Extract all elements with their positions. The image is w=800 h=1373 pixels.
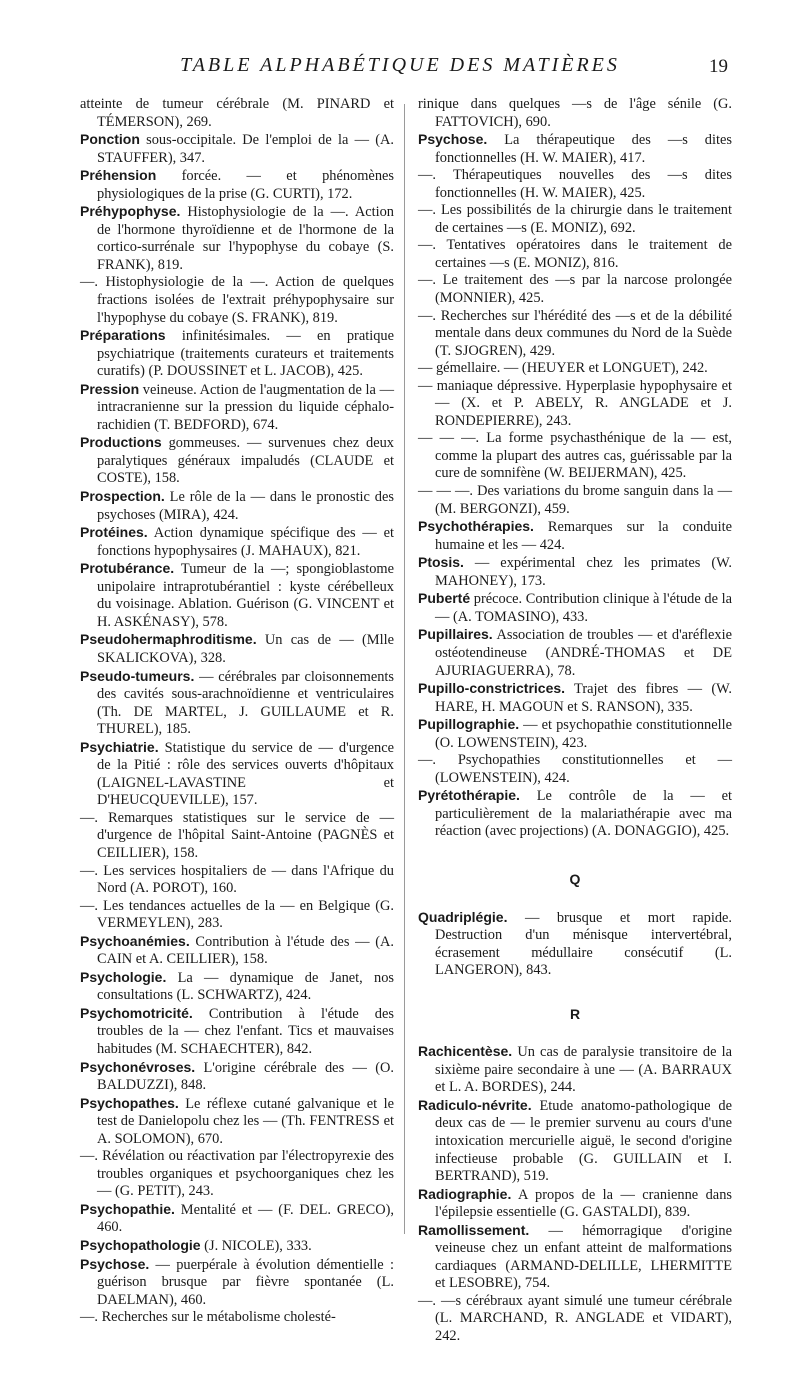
index-entry [80, 203, 394, 274]
index-entry [80, 381, 394, 435]
index-entry [80, 488, 394, 524]
entry-headword: Radiculo-névrite. [418, 1096, 532, 1113]
entry-headword: Psychiatrie. [80, 738, 159, 755]
entry-text: — brusque et mort rapide. Destruction d'un ménisque intervertébral, écrasement médullaire consécutif (L. LANGERON), 843. [435, 909, 732, 979]
entry-text: —. Les possibilités de la chirurgie dans le traitement de certaines —s (E. MONIZ), 692. [418, 202, 732, 236]
index-entry [418, 167, 732, 202]
q-entries [418, 909, 732, 980]
entry-headword: Productions [80, 434, 162, 451]
entry-text: —. Thérapeutiques nouvelles des —s dites fonctionnelles (H. W. MAIER), 425. [418, 167, 732, 201]
entry-headword: Psychopathologie [80, 1237, 201, 1253]
entry-headword: Rachicentèse. [418, 1043, 513, 1060]
entry-headword: Pseudo-tumeurs. [80, 667, 195, 684]
entry-text: rinique dans quelques —s de l'âge sénile (G. FATTOVICH), 690. [418, 96, 732, 130]
entry-text: Le rôle de la — dans le pronostic des psychoses (MIRA), 424. [97, 489, 394, 523]
index-entry [418, 237, 732, 272]
index-entry [80, 863, 394, 898]
entry-text: forcée. — et phénomènes physiologiques de la prise (G. CURTI), 172. [97, 168, 394, 202]
index-entry [80, 933, 394, 969]
entry-headword: Protubérance. [80, 560, 175, 577]
index-entry [80, 1201, 394, 1237]
entry-text: précoce. Contribution clinique à l'étude de la — (A. TOMASINO), 433. [435, 591, 732, 625]
index-entry [418, 554, 732, 590]
entry-headword: Psychoanémies. [80, 932, 190, 949]
entry-headword: Puberté [418, 590, 471, 607]
entry-text: —. Tentatives opératoires dans le traitement de certaines —s (E. MONIZ), 816. [418, 237, 732, 271]
index-entry [418, 430, 732, 483]
entry-text: —. Les tendances actuelles de la — en Belgique (G. VERMEYLEN), 283. [80, 897, 394, 932]
entry-text: —. Histophysiologie de la —. Action de quelques fractions isolées de l'extrait préhypophysaire sur l'hypophyse du cobaye (S. FRANK), 819. [80, 274, 394, 326]
entry-headword: Psychomotricité. [80, 1004, 193, 1021]
entry-text: Contribution à l'étude des — (A. CAIN et A. CEILLIER), 158. [97, 933, 394, 968]
index-entry [418, 680, 732, 716]
entry-text: Mentalité et — (F. DEL. GRECO), 460. [97, 1201, 394, 1236]
entry-headword: Pupillographie. [418, 716, 520, 733]
entry-text: Trajet des fibres — (W. HARE, H. MAGOUN et S. RANSON), 335. [435, 681, 732, 715]
entry-headword: Psychopathie. [80, 1200, 175, 1217]
entry-headword: Psychose. [418, 131, 488, 148]
index-entry [80, 898, 394, 933]
entry-headword: Protéines. [80, 524, 148, 541]
right-column [418, 96, 732, 1346]
entry-headword: Psychopathes. [80, 1094, 179, 1111]
entry-text: L'origine cérébrale des — (O. BALDUZZI), 848. [97, 1059, 394, 1094]
entry-text: sous-occipitale. De l'emploi de la — (A. STAUFFER), 347. [97, 132, 394, 166]
r-entries [418, 1043, 732, 1345]
p-entries [418, 96, 732, 841]
entry-headword: Prospection. [80, 488, 165, 505]
entry-headword: Psychologie. [80, 968, 167, 985]
entry-text: (J. NICOLE), 333. [200, 1238, 312, 1254]
entry-text: —. —s cérébraux ayant simulé une tumeur cérébrale (L. MARCHAND, R. ANGLADE et VIDART), 242. [418, 1292, 732, 1344]
left-column [80, 96, 394, 1327]
entry-headword: Psychonévroses. [80, 1058, 196, 1075]
entry-text: — — —. La forme psychasthénique de la — est, comme la plupart des autres cas, guérissable par la cure de somnifène (W. BEIJERMAN), 425. [418, 430, 732, 482]
index-entry [80, 739, 394, 810]
entry-text: Etude anatomo-pathologique de deux cas de — le premier survenu au cours d'une intoxication mercurielle aiguë, le second d'origine infectieuse probable (G. GUILLAIN et I. BERTRAND), 519. [435, 1097, 732, 1185]
index-entry [418, 308, 732, 361]
running-header [72, 48, 728, 88]
index-entry [418, 909, 732, 980]
index-entry [80, 167, 394, 203]
entry-text: Remarques sur la conduite humaine et les — 424. [435, 519, 732, 553]
entry-text: Tumeur de la —; spongioblastome unipolaire intraprotubérantiel : kyste cérébelleux du voisinage. Ablation. Guérison (G. VINCENT et H. ASKÉNASY), 578. [97, 561, 394, 630]
entry-text: —. Psychopathies constitutionnelles et — (LOWENSTEIN), 424. [418, 752, 732, 786]
entry-text: A propos de la — cranienne dans l'épilepsie essentielle (G. GASTALDI), 839. [435, 1186, 732, 1221]
entry-headword: Psychose. [80, 1255, 150, 1272]
index-entry [418, 1097, 732, 1186]
index-entry [418, 787, 732, 841]
entry-headword: Préhension [80, 167, 157, 184]
index-entry [80, 1059, 394, 1095]
entry-headword: Radiographie. [418, 1185, 512, 1202]
column-divider [404, 104, 405, 1234]
entry-text: —. Remarques statistiques sur le service de — d'urgence de l'hôpital Saint-Antoine (PAGNÈS et CEILLIER), 158. [80, 809, 394, 861]
entry-text: —. Recherches sur l'hérédité des —s et de la débilité mentale dans deux communes du Nord de la Suède (T. SJOGREN), 429. [418, 307, 732, 359]
index-entry [80, 1005, 394, 1059]
index-entry [80, 1309, 394, 1327]
index-entry [80, 560, 394, 631]
index-entry [80, 1148, 394, 1201]
index-entry [418, 378, 732, 431]
entry-headword: Préhypophyse. [80, 203, 181, 220]
entry-text: gommeuses. — survenues chez deux paralytiques généraux impaludés (CLAUDE et COSTE), 158. [97, 435, 394, 487]
index-entry [80, 327, 394, 381]
index-entry [418, 626, 732, 680]
entry-headword: Pupillo-constrictrices. [418, 680, 566, 697]
entry-text: Statistique du service de — d'urgence de la Pitié : rôle des services ouverts d'hôpitaux (LAIGNEL-LAVASTINE et D'HEUCQUEVILLE), 157. [97, 739, 394, 809]
index-entry [80, 96, 394, 131]
entry-text: — — —. Des variations du brome sanguin dans la — (M. BERGONZI), 459. [418, 483, 732, 517]
entry-text: — puerpérale à évolution démentielle : guérison brusque par fièvre spontanée (L. DAELMAN), 460. [97, 1256, 394, 1308]
entry-headword: Pression [80, 380, 140, 397]
index-entry [80, 434, 394, 488]
entry-headword: Préparations [80, 327, 166, 344]
entry-text: — maniaque dépressive. Hyperplasie hypophysaire et — (X. et P. ABELY, R. ANGLADE et J. RONDEPIERRE), 243. [418, 377, 732, 429]
page-number: 19 [709, 56, 728, 77]
entry-headword: Ramollissement. [418, 1221, 530, 1238]
entry-text: Action dynamique spécifique des — et fonctions hypophysaires (J. MAHAUX), 821. [97, 525, 394, 559]
entry-text: La thérapeutique des —s dites fonctionnelles (H. W. MAIER), 417. [435, 132, 732, 166]
index-entry [418, 202, 732, 237]
index-entry [80, 1256, 394, 1310]
index-entry [80, 131, 394, 167]
index-entry [80, 1237, 394, 1256]
index-entry [418, 716, 732, 752]
entry-text: La — dynamique de Janet, nos consultations (L. SCHWARTZ), 424. [97, 969, 394, 1004]
entry-text: — hémorragique d'origine veineuse chez un enfant atteint de malformations cardiaques (ARMAND-DELILLE, LHERMITTE et LESOBRE), 754. [435, 1222, 732, 1292]
index-entry [418, 272, 732, 307]
entry-text: Le contrôle de la — et particulièrement de la malariathérapie avec ma réaction (avec projections) (A. DONAGGIO), 425. [435, 788, 732, 840]
entry-text: Un cas de — (Mlle SKALICKOVA), 328. [97, 632, 394, 666]
entry-text: —. Le traitement des —s par la narcose prolongée (MONNIER), 425. [418, 272, 732, 307]
entry-text: Un cas de paralysie transitoire de la sixième paire secondaire à une — (A. BARRAUX et L. A. BORDES), 244. [435, 1044, 732, 1096]
entry-text: —. Recherches sur le métabolisme cholesté- [80, 1309, 336, 1326]
entry-headword: Psychothérapies. [418, 518, 534, 535]
index-entry [418, 1186, 732, 1222]
index-entry [418, 360, 732, 378]
index-entry [418, 1222, 732, 1293]
index-entry [80, 274, 394, 327]
entry-text: veineuse. Action de l'augmentation de la — intracranienne sur la pression du liquide céphalo-rachidien (T. BEDFORD), 674. [97, 381, 394, 433]
entry-headword: Pyrétothérapie. [418, 787, 520, 804]
entry-text: Association de troubles — et d'aréflexie ostéotendineuse (ANDRÉ-THOMAS et DE AJURIAGUERRA), 78. [435, 627, 732, 679]
index-entry [80, 969, 394, 1005]
section-letter-q: Q [569, 870, 581, 887]
entry-text: infinitésimales. — en pratique psychiatrique (traitements curateurs et traitements curatifs) (P. DOUSSINET et L. JACOB), 425. [97, 328, 394, 380]
index-entry [418, 1293, 732, 1346]
index-entry [418, 131, 732, 167]
index-entry [418, 483, 732, 518]
entry-text: — expérimental chez les primates (W. MAHONEY), 173. [435, 555, 732, 589]
index-entry [80, 810, 394, 863]
entry-headword: Pupillaires. [418, 626, 493, 643]
entry-headword: Pseudohermaphroditisme. [80, 631, 257, 648]
section-letter-r: R [569, 1005, 581, 1022]
entry-text: atteinte de tumeur cérébrale (M. PINARD et TÉMERSON), 269. [80, 96, 394, 130]
entry-text: — gémellaire. — (HEUYER et LONGUET), 242. [418, 360, 708, 377]
entry-text: Histophysiologie de la —. Action de l'hormone thyroïdienne et de l'hormone de la cortico-surrénale sur l'hypophyse du cobaye (S. FRANK), 819. [97, 204, 394, 273]
entry-text: — et psychopathie constitutionnelle (O. LOWENSTEIN), 423. [435, 717, 732, 751]
index-entry [80, 668, 394, 739]
index-entry [418, 1043, 732, 1097]
index-entry [80, 524, 394, 560]
index-entry [418, 752, 732, 787]
entry-text: —. Révélation ou réactivation par l'électropyrexie des troubles organiques et psychoorganiques chez les — (G. PETIT), 243. [80, 1148, 394, 1200]
entry-headword: Quadriplégie. [418, 908, 508, 925]
entry-text: Contribution à l'étude des troubles de la — chez l'enfant. Tics et mauvaises habitudes (M. SCHAECHTER), 842. [97, 1005, 394, 1057]
entry-text: — cérébrales par cloisonnements des cavités sous-arachnoïdienne et ventriculaires (Th. DE MARTEL, J. GUILLAUME et R. THUREL), 185. [97, 668, 394, 738]
entry-headword: Ponction [80, 131, 140, 148]
entry-headword: Ptosis. [418, 554, 464, 571]
entry-text: —. Les services hospitaliers de — dans l'Afrique du Nord (A. POROT), 160. [80, 862, 394, 897]
entry-text: Le réflexe cutané galvanique et le test de Danielopolu chez les — (Th. FENTRESS et A. SOLOMON), 670. [97, 1095, 394, 1147]
index-entry [80, 631, 394, 667]
index-entry [80, 1095, 394, 1149]
index-entry [418, 518, 732, 554]
index-entry [418, 590, 732, 626]
index-entry [418, 96, 732, 131]
running-title: TABLE ALPHABÉTIQUE DES MATIÈRES [180, 54, 620, 76]
